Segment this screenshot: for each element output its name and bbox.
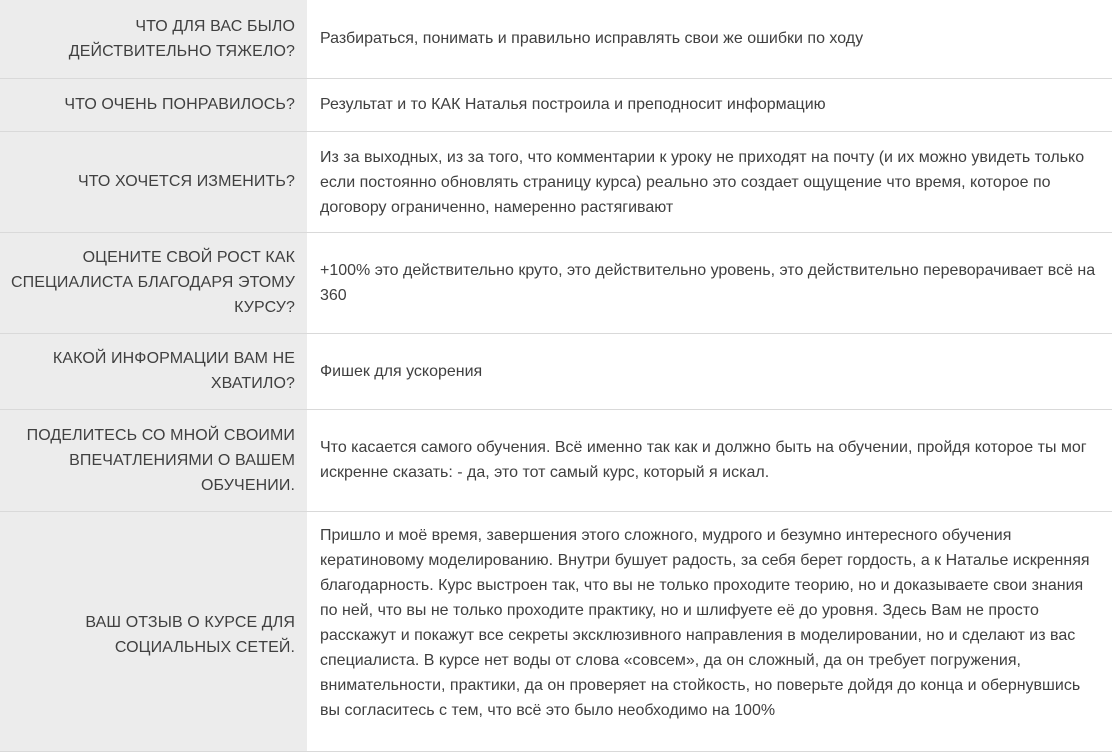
answer-cell: Что касается самого обучения. Всё именно так как и должно быть на обучении, пройдя которое ты мог искренне сказать: - да, это тот самый курс, который я искал.	[307, 409, 1112, 511]
question-cell: ПОДЕЛИТЕСЬ СО МНОЙ СВОИМИ ВПЕЧАТЛЕНИЯМИ О ВАШЕМ ОБУЧЕНИИ.	[0, 409, 307, 511]
question-cell: КАКОЙ ИНФОРМАЦИИ ВАМ НЕ ХВАТИЛО?	[0, 333, 307, 409]
answer-cell: Результат и то КАК Наталья построила и преподносит информацию	[307, 78, 1112, 131]
table-row	[0, 511, 1112, 751]
question-cell: ОЦЕНИТЕ СВОЙ РОСТ КАК СПЕЦИАЛИСТА БЛАГОДАРЯ ЭТОМУ КУРСУ?	[0, 232, 307, 333]
question-cell: ЧТО ХОЧЕТСЯ ИЗМЕНИТЬ?	[0, 131, 307, 232]
answer-cell: Разбираться, понимать и правильно исправлять свои же ошибки по ходу	[307, 0, 1112, 78]
question-cell: ЧТО ОЧЕНЬ ПОНРАВИЛОСЬ?	[0, 78, 307, 131]
question-cell: ВАШ ОТЗЫВ О КУРСЕ ДЛЯ СОЦИАЛЬНЫХ СЕТЕЙ.	[0, 511, 307, 751]
table-row	[0, 232, 1112, 333]
table-row	[0, 0, 1112, 78]
table-row	[0, 409, 1112, 511]
question-cell: ЧТО ДЛЯ ВАС БЫЛО ДЕЙСТВИТЕЛЬНО ТЯЖЕЛО?	[0, 0, 307, 78]
answer-cell: Из за выходных, из за того, что комментарии к уроку не приходят на почту (и их можно увидеть только если постоянно обновлять страницу курса) реально это создает ощущение что время, которое по договору ограниченно, намеренно растягивают	[307, 131, 1112, 232]
answer-cell: Пришло и моё время, завершения этого сложного, мудрого и безумно интересного обучения кератиновому моделированию. Внутри бушует радость, за себя берет гордость, а к Наталье искренняя благодарность. Курс выстроен так, что вы не только проходите теорию, но и доказываете свои знания по ней, что вы не только проходите практику, но и шлифуете её до уровня. Здесь Вам не просто расскажут и покажут все секреты эксклюзивного направления в моделировании, но и сделают из вас специалиста. В курсе нет воды от слова «совсем», да он сложный, да он требует погружения, внимательности, практики, да он проверяет на стойкость, но поверьте дойдя до конца и обернувшись вы согласитесь с тем, что всё это было необходимо на 100%	[307, 511, 1112, 751]
table-row	[0, 333, 1112, 409]
table-row	[0, 78, 1112, 131]
answer-cell: +100% это действительно круто, это действительно уровень, это действительно переворачивает всё на 360	[307, 232, 1112, 333]
table-row	[0, 131, 1112, 232]
answer-cell: Фишек для ускорения	[307, 333, 1112, 409]
